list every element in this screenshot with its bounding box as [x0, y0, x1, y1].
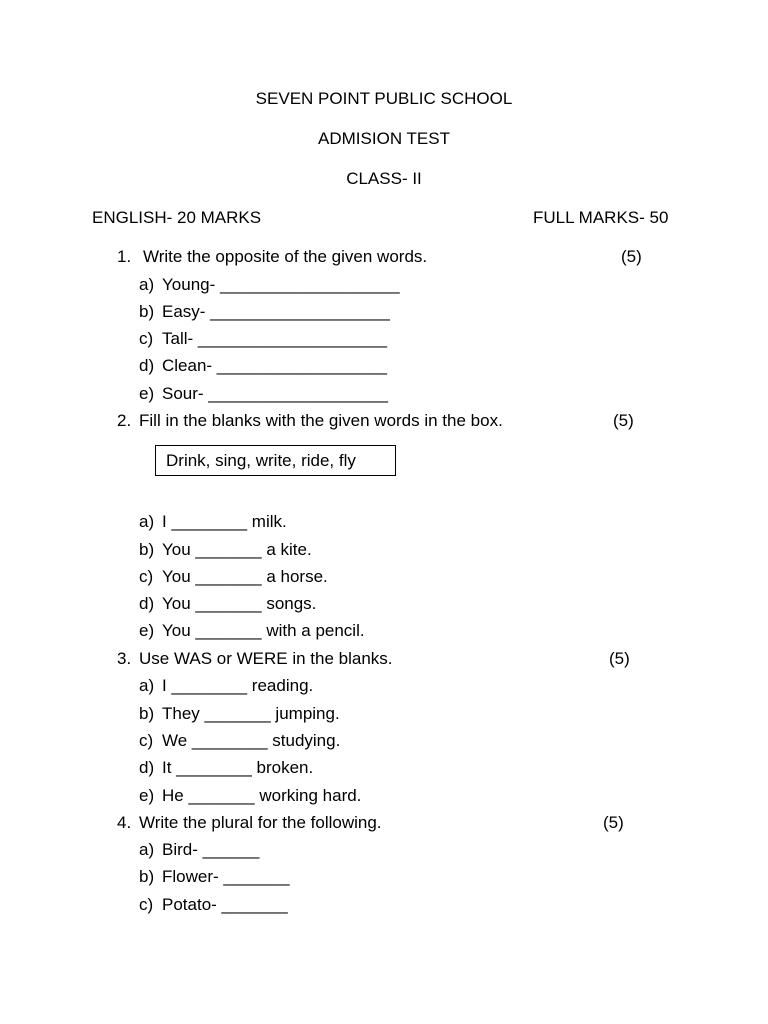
item-letter: e): [139, 384, 155, 403]
item-letter: b): [139, 704, 155, 723]
item-letter: e): [139, 621, 155, 640]
item-letter: e): [139, 786, 155, 805]
item-text: Young- ___________________: [162, 275, 400, 294]
item-text: Clean- __________________: [162, 356, 387, 375]
item-letter: a): [139, 840, 155, 859]
item-text: You _______ a horse.: [162, 567, 328, 586]
item-letter: b): [139, 540, 155, 559]
question-number: 3.: [117, 649, 132, 668]
item-letter: a): [139, 676, 155, 695]
item-letter: a): [139, 512, 155, 531]
item-letter: d): [139, 594, 155, 613]
question-marks: (5): [603, 813, 624, 832]
item-letter: d): [139, 356, 155, 375]
item-text: You _______ with a pencil.: [162, 621, 365, 640]
question-text: Write the opposite of the given words.: [143, 247, 428, 266]
item-letter: c): [139, 567, 154, 586]
test-title: ADMISION TEST: [318, 129, 450, 148]
class-label: CLASS- II: [346, 169, 422, 188]
item-text: Flower- _______: [162, 867, 290, 886]
item-letter: c): [139, 329, 154, 348]
item-letter: a): [139, 275, 155, 294]
question-text: Fill in the blanks with the given words in the box.: [139, 411, 503, 430]
item-text: Tall- ____________________: [162, 329, 387, 348]
question-marks: (5): [621, 247, 642, 266]
subject-marks: ENGLISH- 20 MARKS: [92, 208, 262, 227]
item-text: We ________ studying.: [162, 731, 341, 750]
question-number: 1.: [117, 247, 132, 266]
school-name: SEVEN POINT PUBLIC SCHOOL: [255, 89, 513, 108]
full-marks: FULL MARKS- 50: [533, 208, 669, 227]
item-letter: b): [139, 867, 155, 886]
item-text: I ________ milk.: [162, 512, 287, 531]
item-text: Easy- ___________________: [162, 302, 390, 321]
item-text: They _______ jumping.: [162, 704, 340, 723]
item-letter: c): [139, 731, 154, 750]
item-text: You _______ songs.: [162, 594, 317, 613]
question-marks: (5): [613, 411, 634, 430]
question-number: 4.: [117, 813, 132, 832]
question-number: 2.: [117, 411, 132, 430]
item-text: It ________ broken.: [162, 758, 314, 777]
item-letter: b): [139, 302, 155, 321]
item-text: I ________ reading.: [162, 676, 314, 695]
item-text: He _______ working hard.: [162, 786, 362, 805]
item-letter: d): [139, 758, 155, 777]
item-text: You _______ a kite.: [162, 540, 312, 559]
item-text: Potato- _______: [162, 895, 288, 914]
question-marks: (5): [609, 649, 630, 668]
question-text: Use WAS or WERE in the blanks.: [139, 649, 393, 668]
word-box: Drink, sing, write, ride, fly: [155, 445, 396, 476]
item-letter: c): [139, 895, 154, 914]
question-text: Write the plural for the following.: [139, 813, 382, 832]
item-text: Sour- ___________________: [162, 384, 388, 403]
item-text: Bird- ______: [162, 840, 260, 859]
